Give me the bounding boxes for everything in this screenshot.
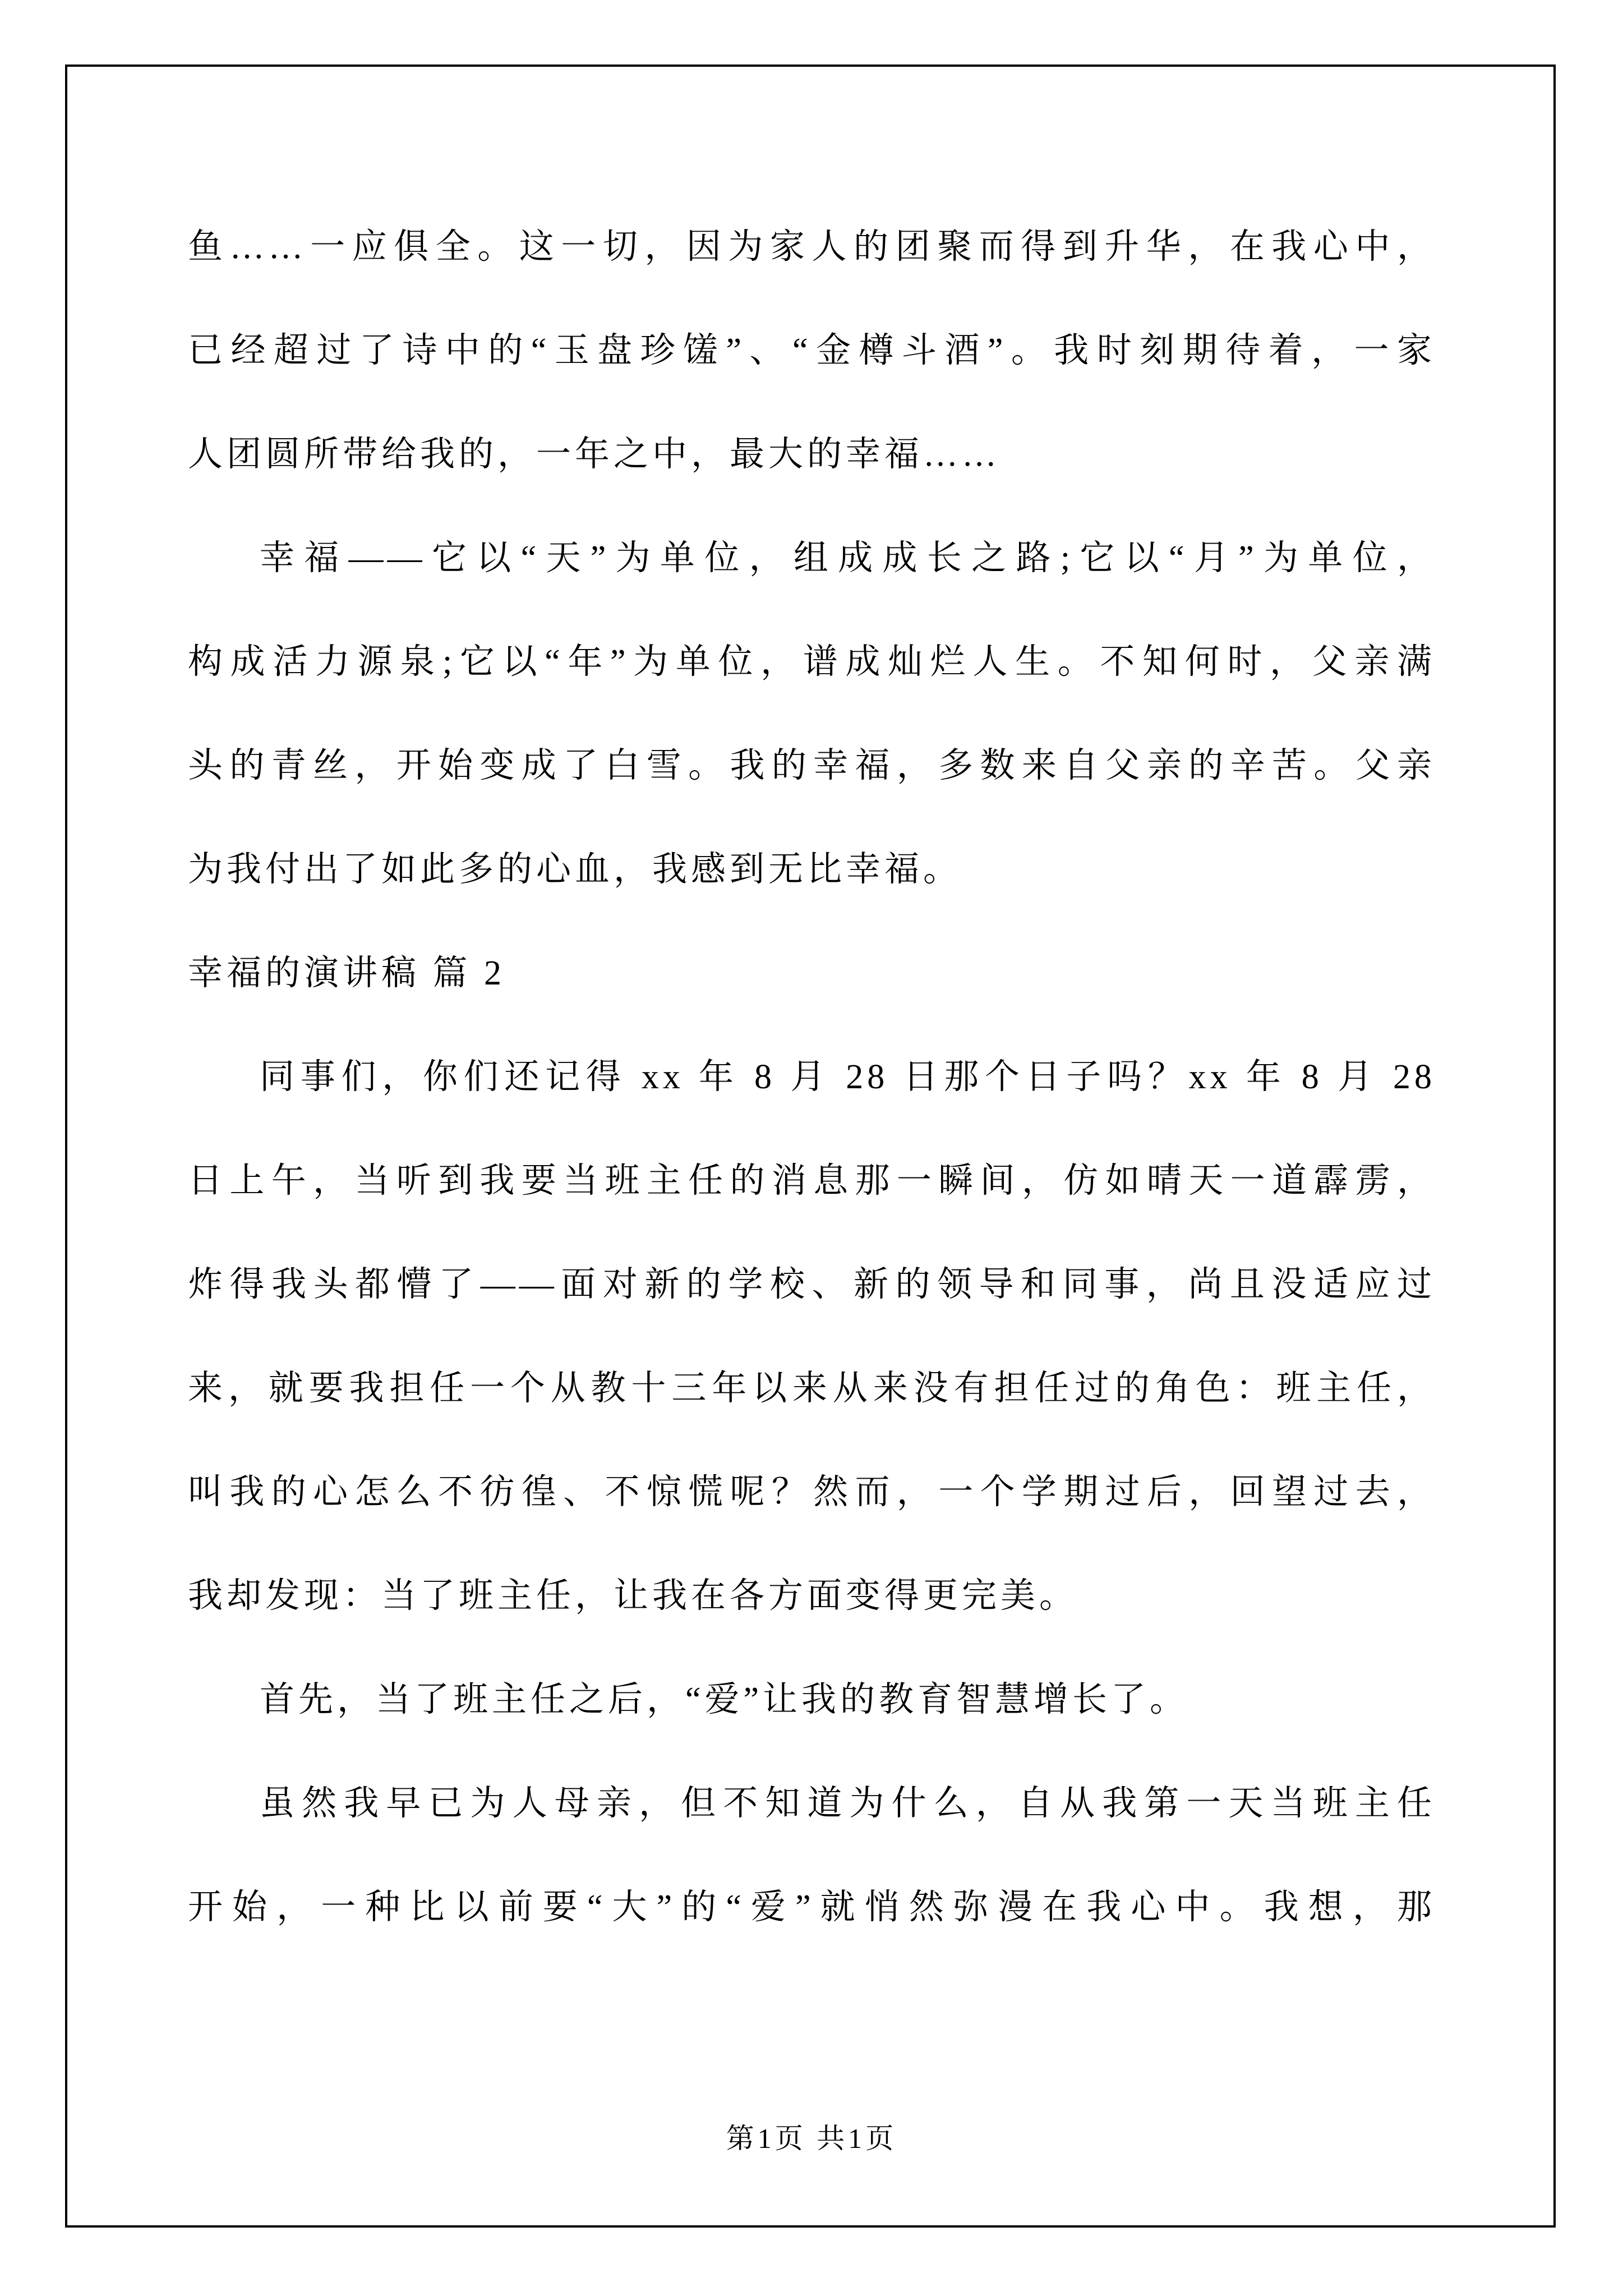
page-number-label: 第1页 共1页 [726,2123,897,2154]
text-line: 叫我的心怎么不彷徨、不惊慌呢？然而，一个学期过后，回望过去， [188,1473,1436,1511]
text-line: 炸得我头都懵了——面对新的学校、新的领导和同事，尚且没适应过 [188,1266,1436,1304]
text-line: 人团圆所带给我的，一年之中，最大的幸福…… [188,435,1001,473]
text-line: 我却发现：当了班主任，让我在各方面变得更完美。 [188,1577,1078,1615]
page-footer [0,2122,1623,2155]
heading-line: 幸福的演讲稿 篇 2 [188,954,506,992]
text-line: 来，就要我担任一个从教十三年以来从来没有担任过的角色：班主任， [188,1369,1436,1407]
text-line: 为我付出了如此多的心血，我感到无比幸福。 [188,850,962,889]
document-body [188,195,1436,1959]
text-line: 已经超过了诗中的“玉盘珍馐”、“金樽斗酒”。我时刻期待着，一家 [188,332,1436,370]
text-line: 构成活力源泉;它以“年”为单位，谱成灿烂人生。不知何时，父亲满 [188,643,1436,681]
text-line: 同事们，你们还记得 xx 年 8 月 28 日那个日子吗？xx 年 8 月 28 [260,1058,1436,1096]
text-line: 鱼……一应俱全。这一切，因为家人的团聚而得到升华，在我心中， [188,228,1436,266]
text-line: 头的青丝，开始变成了白雪。我的幸福，多数来自父亲的辛苦。父亲 [188,747,1436,785]
text-line: 虽然我早已为人母亲，但不知道为什么，自从我第一天当班主任 [260,1784,1436,1823]
text-line: 幸福——它以“天”为单位，组成成长之路;它以“月”为单位， [260,539,1436,577]
text-line: 开始，一种比以前要“大”的“爱”就悄然弥漫在我心中。我想，那 [188,1888,1436,1926]
text-line: 日上午，当听到我要当班主任的消息那一瞬间，仿如晴天一道霹雳， [188,1162,1436,1200]
text-line: 首先，当了班主任之后，“爱”让我的教育智慧增长了。 [260,1681,1189,1719]
